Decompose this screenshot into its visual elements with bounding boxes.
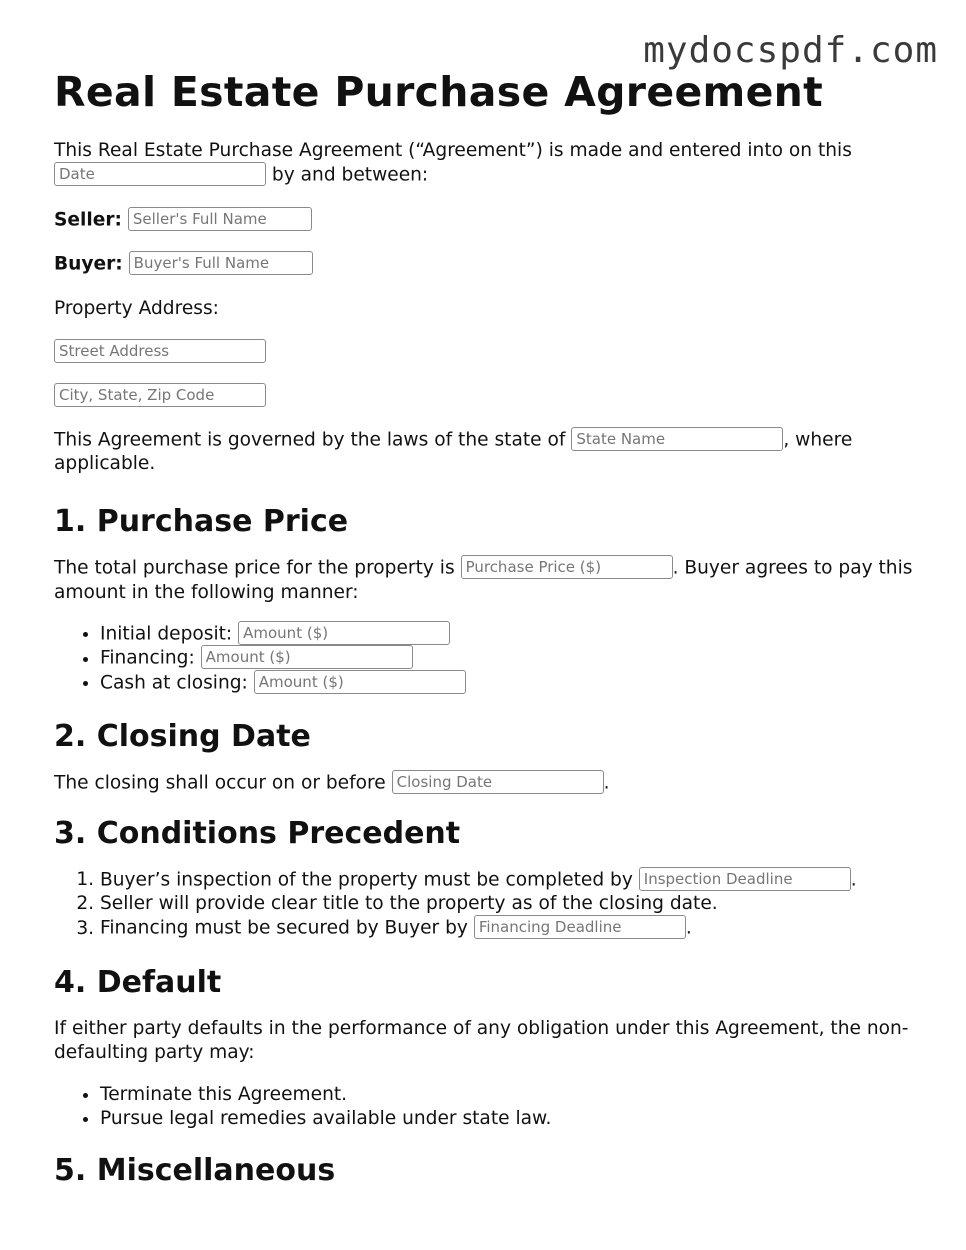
default-paragraph: If either party defaults in the performance of any obligation under this Agreement, the non-defaulting party may: <box>54 1017 909 1063</box>
property-address-label: Property Address: <box>54 297 219 319</box>
list-item <box>100 622 924 647</box>
initial-deposit-input[interactable] <box>238 621 450 645</box>
conditions-list <box>54 868 924 941</box>
document-body <box>54 68 924 1189</box>
list-item <box>100 868 924 893</box>
price-before-text: The total purchase price for the property is <box>54 557 455 579</box>
purchase-price-input[interactable] <box>461 555 673 579</box>
purchase-price-paragraph <box>54 556 924 605</box>
closing-date-paragraph <box>54 771 924 796</box>
street-address-input[interactable] <box>54 339 266 363</box>
buyer-label: Buyer: <box>54 253 123 275</box>
section-heading-closing-date: 2. Closing Date <box>54 719 311 754</box>
intro-after-text: by and between: <box>271 164 429 186</box>
street-row <box>54 340 924 365</box>
section-heading-miscellaneous: 5. Miscellaneous <box>54 1152 336 1188</box>
inspection-deadline-input[interactable] <box>639 867 851 891</box>
initial-deposit-label: Initial deposit: <box>100 623 233 644</box>
governing-before-text: This Agreement is governed by the laws of the state of <box>54 429 566 450</box>
city-state-zip-input[interactable] <box>54 383 266 407</box>
intro-text: This Real Estate Purchase Agreement (“Agreement”) is made and entered into on this <box>54 140 852 161</box>
price-after-text: . Buyer agrees to pay this amount in the following manner: <box>54 557 913 603</box>
agreement-date-input[interactable] <box>54 162 266 186</box>
document-title: Real Estate Purchase Agreement <box>54 68 824 116</box>
financing-label: Financing: <box>100 647 195 669</box>
financing-deadline-text: Financing must be secured by Buyer by <box>100 917 468 939</box>
section-heading-purchase-price: 1. Purchase Price <box>54 504 349 539</box>
payment-list <box>54 622 924 696</box>
section-heading-default: 4. Default <box>54 964 222 1000</box>
buyer-name-input[interactable] <box>129 251 313 275</box>
seller-row <box>54 208 924 233</box>
closing-date-input[interactable] <box>392 770 604 794</box>
remedies-list <box>54 1083 924 1131</box>
seller-label: Seller: <box>54 209 122 230</box>
list-item <box>100 916 924 941</box>
site-watermark: mydocspdf.com <box>643 30 938 71</box>
list-item: • Terminate this Agreement. <box>100 1083 924 1107</box>
governing-law-paragraph <box>54 428 924 477</box>
closing-after-text: . <box>603 772 610 794</box>
inspection-after-text: . <box>850 869 857 890</box>
cash-at-closing-input[interactable] <box>254 670 466 694</box>
financing-amount-input[interactable] <box>201 645 413 669</box>
inspection-text: Buyer’s inspection of the property must be completed by <box>100 869 633 890</box>
list-item <box>100 646 924 671</box>
state-name-input[interactable] <box>571 427 783 451</box>
governing-after-text: , where applicable. <box>54 429 853 474</box>
cash-at-closing-label: Cash at closing: <box>100 672 248 693</box>
section-heading-conditions: 3. Conditions Precedent <box>54 815 461 851</box>
intro-paragraph <box>54 139 924 188</box>
list-item <box>100 671 924 696</box>
buyer-row <box>54 252 924 277</box>
seller-name-input[interactable] <box>128 207 312 231</box>
financing-deadline-input[interactable] <box>474 915 686 939</box>
closing-before-text: The closing shall occur on or before <box>54 772 386 794</box>
list-item: • Pursue legal remedies available under state law. <box>100 1107 924 1131</box>
city-row <box>54 384 924 409</box>
list-item: 2. Seller will provide clear title to the property as of the closing date. <box>100 892 924 916</box>
financing-after-text: . <box>685 917 692 939</box>
